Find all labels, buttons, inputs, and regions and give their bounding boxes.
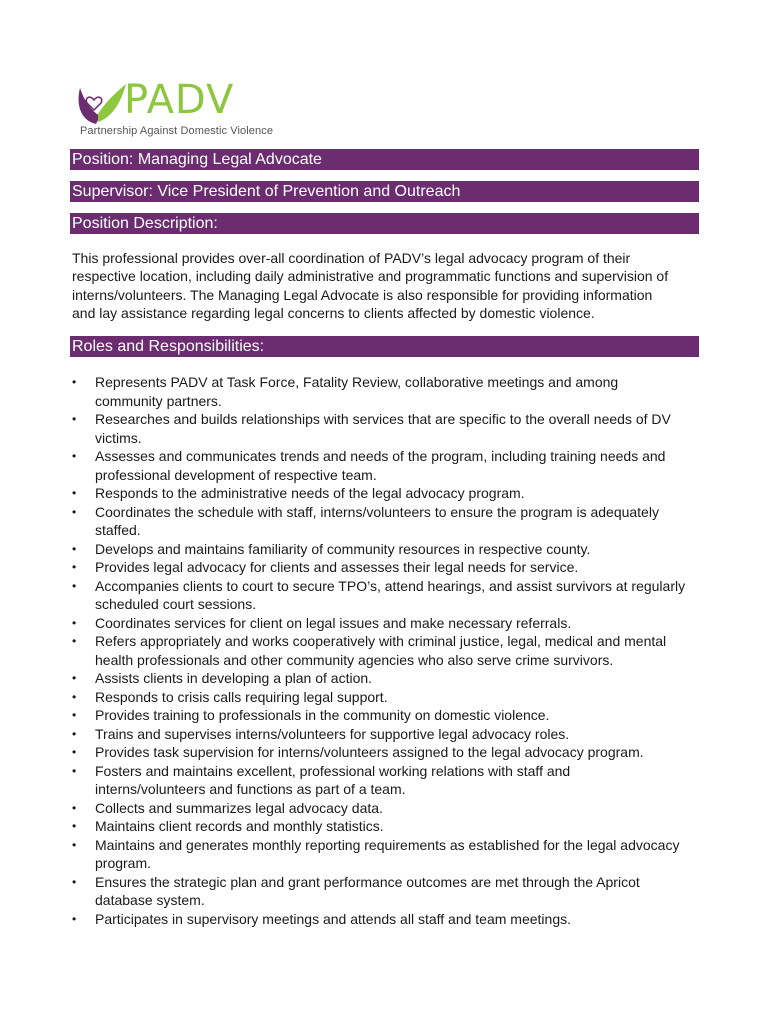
role-item-line: interns/volunteers and functions as part of a team. [95,781,406,797]
role-item-line: Provides task supervision for interns/volunteers assigned to the legal advocacy program. [95,744,644,760]
role-item [72,725,712,744]
description-line: This professional provides over-all coordination of PADV’s legal advocacy program of their [72,250,631,266]
role-item [72,577,712,614]
bullet-icon: • [72,763,77,778]
role-item-line: Represents PADV at Task Force, Fatality Review, collaborative meetings and among [95,374,619,390]
supervisor-bar: Supervisor: Vice President of Prevention and Outreach [70,181,699,202]
role-item-line: Maintains client records and monthly statistics. [95,818,384,834]
role-item-line: program. [95,855,152,871]
bullet-icon: • [72,689,77,704]
padv-logo [74,77,274,142]
role-item-line: scheduled court sessions. [95,596,257,612]
role-item [72,558,712,577]
role-item [72,688,712,707]
bullet-icon: • [72,800,77,815]
position-title-bar: Position: Managing Legal Advocate [70,149,699,170]
position-description-header: Position Description: [70,213,699,234]
role-item-line: database system. [95,892,205,908]
bullet-icon: • [72,911,77,926]
role-item-line: Refers appropriately and works cooperatively with criminal justice, legal, medical and mental [95,633,667,649]
role-item-line: health professionals and other community agencies who also serve crime survivors. [95,651,614,668]
bullet-icon: • [72,837,77,852]
logo-wordmark: PADV [124,77,235,123]
bullet-icon: • [72,874,77,889]
role-item [72,632,712,669]
role-item-line: Collects and summarizes legal advocacy data. [95,799,383,816]
role-item [72,669,712,688]
bullet-icon: • [72,745,77,759]
role-item [72,817,712,836]
logo-tagline: Partnership Against Domestic Violence [80,125,274,137]
bullet-icon: • [72,504,77,519]
role-item-line: Coordinates the schedule with staff, interns/volunteers to ensure the program is adequately [95,503,659,520]
role-item-line: Maintains and generates monthly reporting requirements as established for the legal advocacy [95,836,680,853]
role-item [72,873,712,910]
bullet-icon: • [72,541,77,556]
role-item [72,706,712,725]
bullet-icon: • [72,375,77,389]
role-item [72,836,712,873]
role-item-line: professional development of respective team. [95,466,377,483]
role-item-line: Accompanies clients to court to secure TPO’s, attend hearings, and assist survivors at regularly [95,577,686,594]
description-line: interns/volunteers. The Managing Legal Advocate is also responsible for providing information [72,286,653,303]
bullet-icon: • [72,560,77,574]
role-item-line: Fosters and maintains excellent, professional working relations with staff and [95,762,571,779]
bullet-icon: • [72,708,77,722]
role-item-line: Provides training to professionals in the community on domestic violence. [95,707,550,723]
bullet-icon: • [72,449,77,463]
role-item [72,503,712,540]
position-description [72,249,712,323]
bullet-icon: • [72,726,77,741]
role-item-line: Develops and maintains familiarity of community resources in respective county. [95,540,591,557]
role-item-line: Responds to the administrative needs of the legal advocacy program. [95,485,525,501]
role-item-line: victims. [95,429,142,446]
role-item-line: Assists clients in developing a plan of action. [95,670,373,686]
role-item [72,910,712,929]
role-item [72,484,712,503]
role-item-line: staffed. [95,522,141,538]
bullet-icon: • [72,819,77,833]
role-item [72,540,712,559]
role-item [72,762,712,799]
role-item-line: Provides legal advocacy for clients and assesses their legal needs for service. [95,559,579,575]
roles-list [72,373,712,928]
bullet-icon: • [72,671,77,685]
description-line: and lay assistance regarding legal concerns to clients affected by domestic violence. [72,305,595,322]
description-line: respective location, including daily administrative and programmatic functions and supervision of [72,268,669,285]
bullet-icon: • [72,634,77,648]
role-item-line: Coordinates services for client on legal issues and make necessary referrals. [95,614,572,631]
role-item [72,447,712,484]
role-item [72,743,712,762]
role-item-line: Participates in supervisory meetings and attends all staff and team meetings. [95,910,571,927]
role-item-line: Assesses and communicates trends and needs of the program, including training needs and [95,448,666,464]
role-item [72,799,712,818]
role-item [72,614,712,633]
role-item-line: Trains and supervises interns/volunteers for supportive legal advocacy roles. [95,725,570,742]
role-item-line: Responds to crisis calls requiring legal support. [95,688,388,705]
bullet-icon: • [72,615,77,630]
role-item [72,373,712,410]
hands-heart-icon [74,80,130,126]
role-item-line: Ensures the strategic plan and grant performance outcomes are met through the Apricot [95,873,640,890]
bullet-icon: • [72,578,77,593]
role-item-line: Researches and builds relationships with services that are specific to the overall needs of DV [95,411,671,427]
bullet-icon: • [72,412,77,426]
roles-header: Roles and Responsibilities: [70,336,699,357]
bullet-icon: • [72,486,77,500]
role-item-line: community partners. [95,392,222,409]
role-item [72,410,712,447]
